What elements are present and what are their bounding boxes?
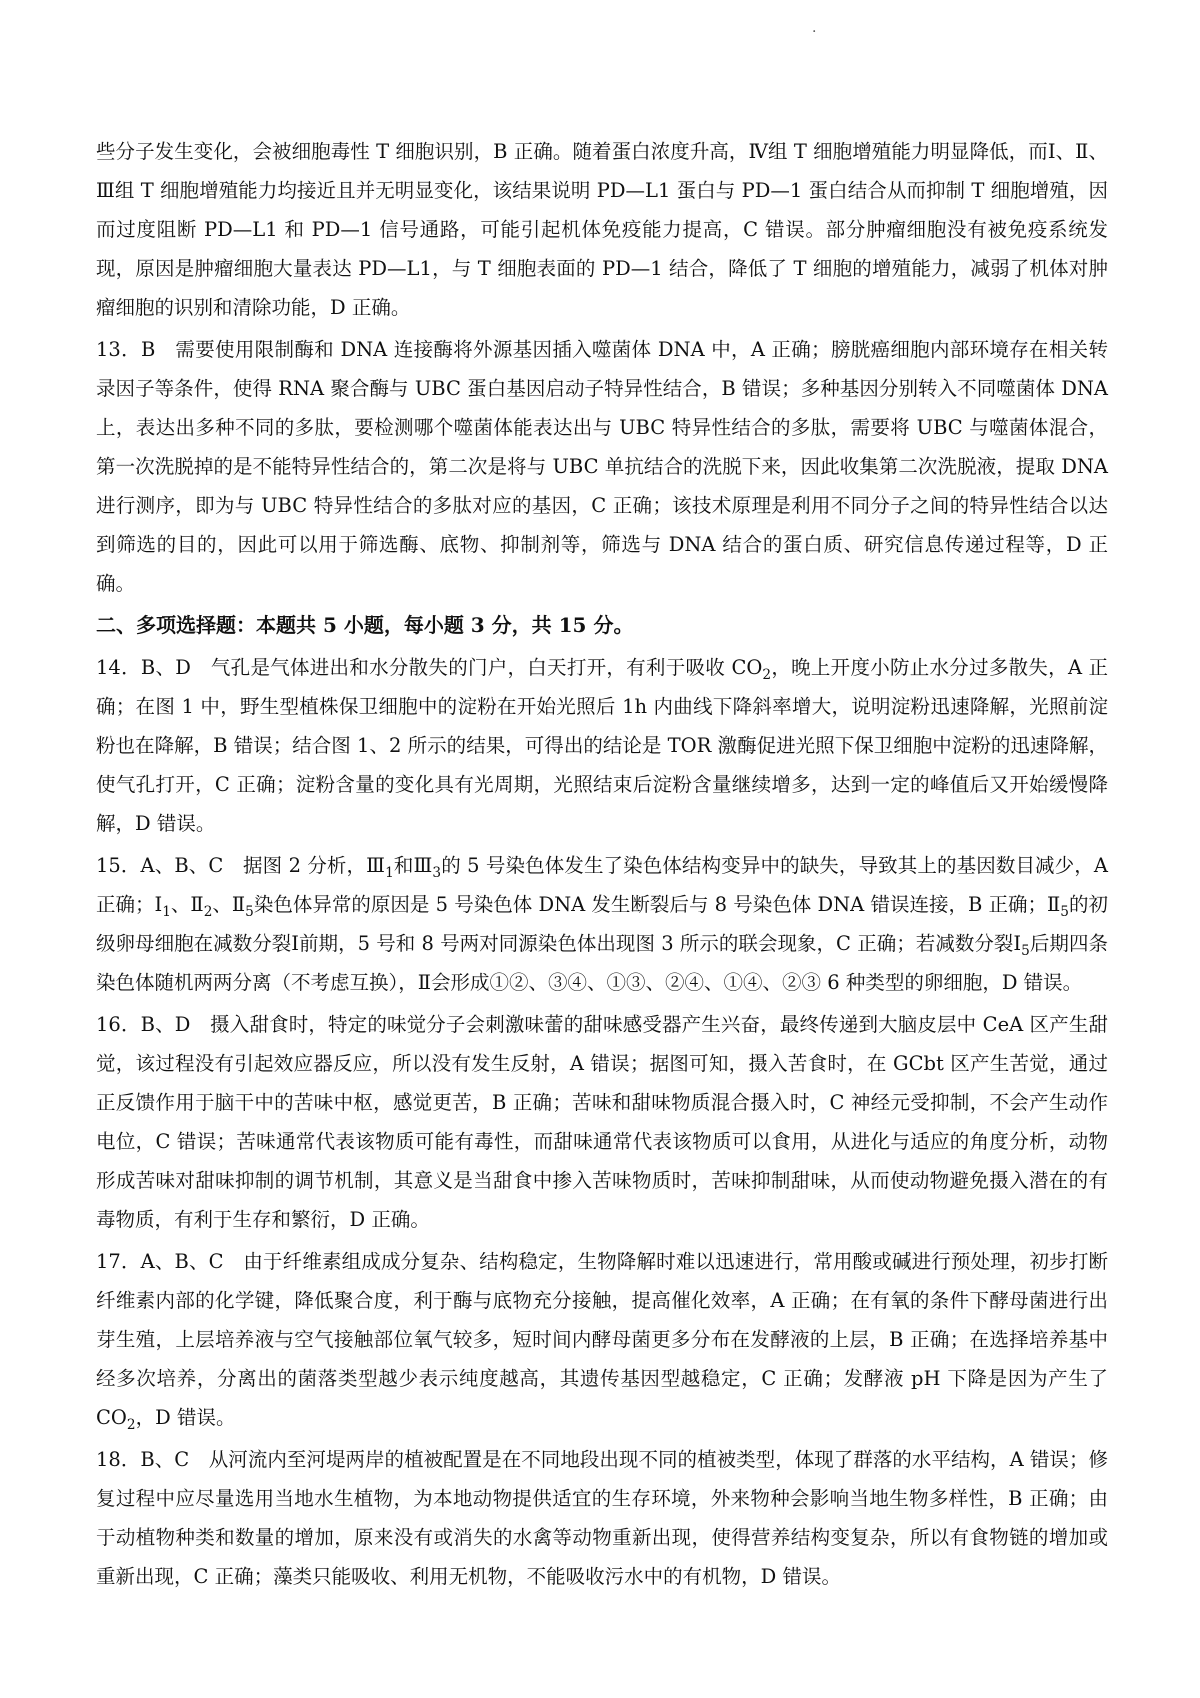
answer-17: 17．A、B、C 由于纤维素组成成分复杂、结构稳定，生物降解时难以迅速进行，常用酸或碱进行预处理，初步打断纤维素内部的化学键，降低聚合度，利于酶与底物充分接触，提高催化效率，A 正确；在有氧的条件下酵母菌进行出芽生殖，上层培养液与空气接触部位氧气较多，短时间内酵母菌更多分布在发酵液的上层，B 正确；在选择培养基中经多次培养，分离出的菌落类型越少表示纯度越高，其遗传基因型越稳定，C 正确；发酵液 pH 下降是因为产生了 $CO_2$，D 错误。: [96, 1250, 1108, 1433]
answer-content: [96, 132, 1108, 1599]
answer-14: 14．B、D 气孔是气体进出和水分散失的门户，白天打开，有利于吸收 $CO_2$，晚上开度小防止水分过多散失，A 正确；在图 1 中，野生型植株保卫细胞中的淀粉在开始光照后 1h 内曲线下降斜率增大，说明淀粉迅速降解，光照前淀粉也在降解，B 错误；结合图 1、2 所示的结果，可得出的结论是 TOR 激酶促进光照下保卫细胞中淀粉的迅速降解，使气孔打开，C 正确；淀粉含量的变化具有光周期，光照结束后淀粉含量继续增多，达到一定的峰值后又开始缓慢降解，D 错误。: [96, 656, 1108, 835]
answer-15: 15．A、B、C 据图 2 分析，$Ⅲ_1$和$Ⅲ_3$的 5 号染色体发生了染色体结构变异中的缺失，导致其上的基因数目减少，A 正确；$Ⅰ_1$、$Ⅱ_2$、$Ⅱ_5$染色体异常的原因是 5 号染色体 DNA 发生断裂后与 8 号染色体 DNA 错误连接，B 正确；$Ⅱ_5$的初级卵母细胞在减数分裂Ⅰ前期，5 号和 8 号两对同源染色体出现图 3 所示的联会现象，C 正确；若减数分裂$Ⅰ_5$后期四条染色体随机两两分离（不考虑互换），Ⅱ会形成①②、③④、①③、②④、①④、②③ 6 种类型的卵细胞，D 错误。: [96, 854, 1108, 994]
section-heading: 二、多项选择题：本题共 5 小题，每小题 3 分，共 15 分。: [96, 613, 634, 637]
answer-13: 13．B 需要使用限制酶和 DNA 连接酶将外源基因插入噬菌体 DNA 中，A 正确；膀胱癌细胞内部环境存在相关转录因子等条件，使得 RNA 聚合酶与 UBC 蛋白基因启动子特异性结合，B 错误；多种基因分别转入不同噬菌体 DNA 上，表达出多种不同的多肽，要检测哪个噬菌体能表达出与 UBC 特异性结合的多肽，需要将 UBC 与噬菌体混合，第一次洗脱掉的是不能特异性结合的，第二次是将与 UBC 单抗结合的洗脱下来，因此收集第二次洗脱液，提取 DNA 进行测序，即为与 UBC 特异性结合的多肽对应的基因，C 正确；该技术原理是利用不同分子之间的特异性结合以达到筛选的目的，因此可以用于筛选酶、底物、抑制剂等，筛选与 DNA 结合的蛋白质、研究信息传递过程等，D 正确。: [96, 338, 1108, 595]
answer-18: 18．B、C 从河流内至河堤两岸的植被配置是在不同地段出现不同的植被类型，体现了群落的水平结构，A 错误；修复过程中应尽量选用当地水生植物，为本地动物提供适宜的生存环境，外来物种会影响当地生物多样性，B 正确；由于动植物种类和数量的增加，原来没有或消失的水禽等动物重新出现，使得营养结构变复杂，所以有食物链的增加或重新出现，C 正确；藻类只能吸收、利用无机物，不能吸收污水中的有机物，D 错误。: [96, 1448, 1108, 1588]
page-dot-mark: ·: [812, 24, 817, 40]
answer-12-continued: 些分子发生变化，会被细胞毒性 T 细胞识别，B 正确。随着蛋白浓度升高，Ⅳ组 T 细胞增殖能力明显降低，而Ⅰ、Ⅱ、Ⅲ组 T 细胞增殖能力均接近且并无明显变化，该结果说明 PD—L1 蛋白与 PD—1 蛋白结合从而抑制 T 细胞增殖，因而过度阻断 PD—L1 和 PD—1 信号通路，可能引起机体免疫能力提高，C 错误。部分肿瘤细胞没有被免疫系统发现，原因是肿瘤细胞大量表达 PD—L1，与 T 细胞表面的 PD—1 结合，降低了 T 细胞的增殖能力，减弱了机体对肿瘤细胞的识别和清除功能，D 正确。: [96, 140, 1108, 319]
answer-16: 16．B、D 摄入甜食时，特定的味觉分子会刺激味蕾的甜味感受器产生兴奋，最终传递到大脑皮层中 CeA 区产生甜觉，该过程没有引起效应器反应，所以没有发生反射，A 错误；据图可知，摄入苦食时，在 GCbt 区产生苦觉，通过正反馈作用于脑干中的苦味中枢，感觉更苦，B 正确；苦味和甜味物质混合摄入时，C 神经元受抑制，不会产生动作电位，C 错误；苦味通常代表该物质可能有毒性，而甜味通常代表该物质可以食用，从进化与适应的角度分析，动物形成苦味对甜味抑制的调节机制，其意义是当甜食中掺入苦味物质时，苦味抑制甜味，从而使动物避免摄入潜在的有毒物质，有利于生存和繁衍，D 正确。: [96, 1013, 1108, 1231]
